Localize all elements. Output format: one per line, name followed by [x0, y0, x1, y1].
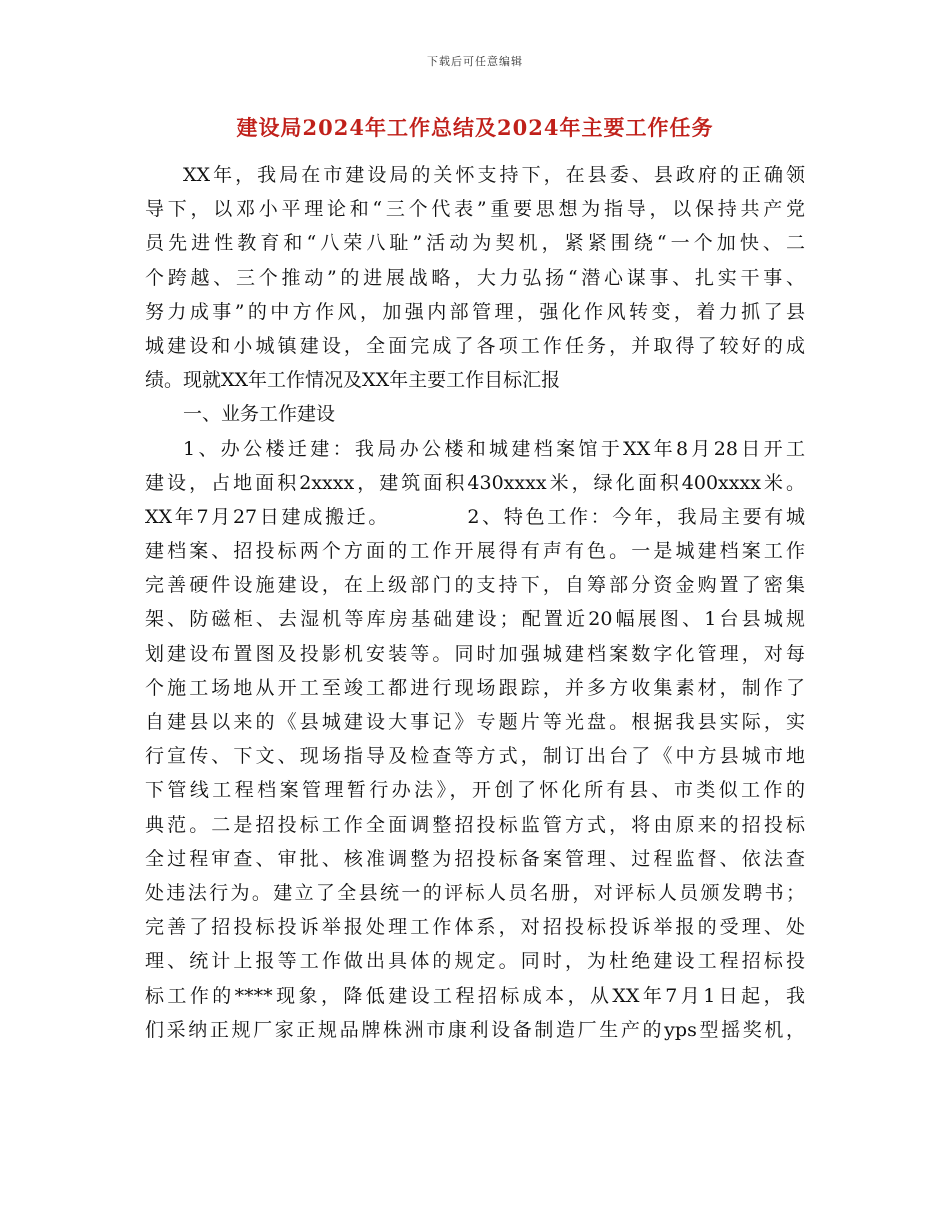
paragraph-line: 个施工场地从开工至竣工都进行现场跟踪，并多方收集素材，制作了 [145, 676, 805, 699]
paragraph-line: 导下，以邓小平理论和“三个代表”重要思想为指导，以保持共产党 [145, 198, 805, 221]
paragraph-line: XX年7月27日建成搬迁。 2、特色工作：今年，我局主要有城 [145, 505, 805, 528]
paragraph-line: 们采纳正规厂家正规品牌株洲市康利设备制造厂生产的yps型摇奖机， [145, 1018, 805, 1041]
paragraph-line: XX年，我局在市建设局的关怀支持下，在县委、县政府的正确领 [183, 164, 805, 186]
paragraph-line: 全过程审查、审批、核准调整为招投标备案管理、过程监督、依法查 [145, 847, 805, 870]
paragraph-line: 建设，占地面积2xxxx，建筑面积430xxxx米，绿化面积400xxxx米。 [145, 471, 805, 494]
paragraph-line: 员先进性教育和“八荣八耻”活动为契机，紧紧围绕“一个加快、二 [145, 232, 805, 255]
paragraph-line: 划建设布置图及投影机安装等。同时加强城建档案数字化管理，对每 [145, 642, 805, 665]
paragraph-line: 完善了招投标投诉举报处理工作体系，对招投标投诉举报的受理、处 [145, 916, 805, 939]
paragraph-line: 行宣传、下文、现场指导及检查等方式，制订出台了《中方县城市地 [145, 745, 805, 768]
paragraph-line: 处违法行为。建立了全县统一的评标人员名册，对评标人员颁发聘书； [145, 881, 805, 904]
paragraph-line: 城建设和小城镇建设，全面完成了各项工作任务，并取得了较好的成 [145, 334, 805, 357]
paragraph-line: 下管线工程档案管理暂行办法》，开创了怀化所有县、市类似工作的 [145, 779, 805, 802]
paragraph-line: 个跨越、三个推动”的进展战略，大力弘扬“潜心谋事、扎实干事、 [145, 266, 805, 289]
paragraph-line: 典范。二是招投标工作全面调整招投标监管方式，将由原来的招投标 [145, 813, 805, 836]
section-heading: 一、业务工作建设 [183, 403, 336, 426]
document-body [145, 158, 805, 1047]
paragraph-line: 完善硬件设施建设，在上级部门的支持下，自筹部分资金购置了密集 [145, 574, 805, 597]
paragraph-line: 架、防磁柜、去湿机等库房基础建设；配置近20幅展图、1台县城规 [145, 608, 805, 631]
paragraph-line: 建档案、招投标两个方面的工作开展得有声有色。一是城建档案工作 [145, 540, 805, 563]
paragraph-line: 标工作的****现象，降低建设工程招标成本，从XX年7月1日起，我 [145, 984, 805, 1007]
paragraph-line: 努力成事”的中方作风，加强内部管理，强化作风转变，着力抓了县 [145, 300, 805, 323]
page-header-note: 下载后可任意编辑 [427, 55, 523, 68]
paragraph-line: 绩。现就XX年工作情况及XX年主要工作目标汇报 [145, 369, 561, 392]
paragraph-line: 1、办公楼迁建：我局办公楼和城建档案馆于XX年8月28日开工 [183, 437, 805, 460]
document-title: 建设局2024年工作总结及2024年主要工作任务 [236, 115, 714, 140]
paragraph-line: 自建县以来的《县城建设大事记》专题片等光盘。根据我县实际，实 [145, 711, 805, 733]
paragraph-line: 理、统计上报等工作做出具体的规定。同时，为杜绝建设工程招标投 [145, 950, 805, 973]
